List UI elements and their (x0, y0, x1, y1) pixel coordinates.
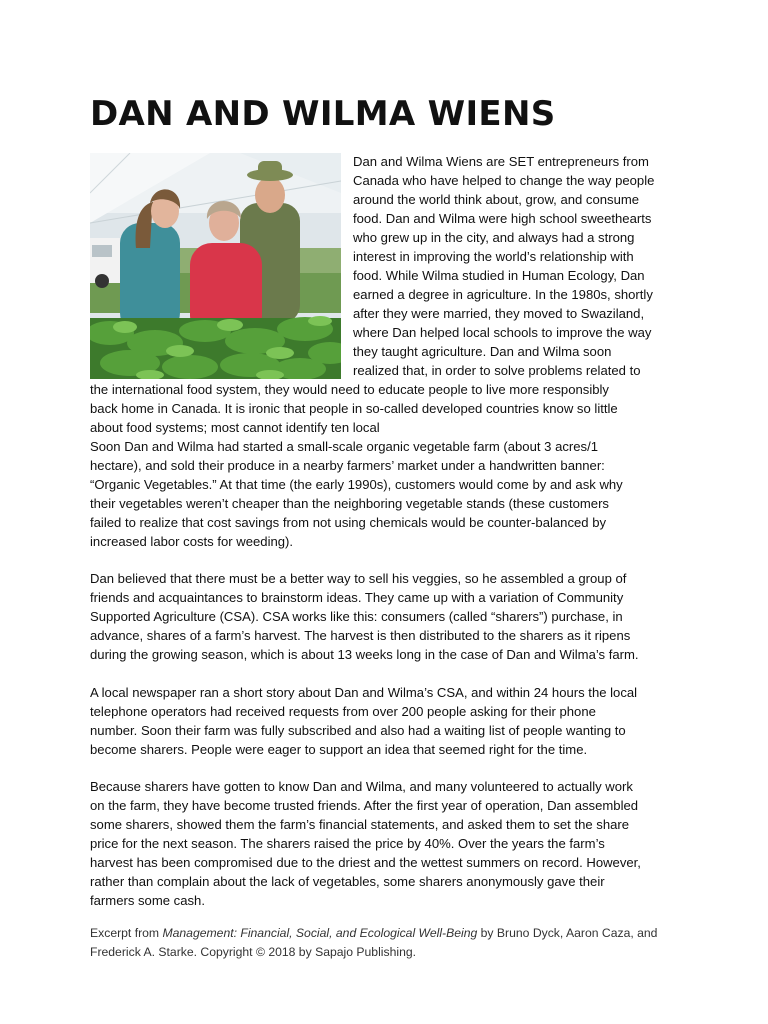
text-line: friends and acquaintances to brainstorm ideas. They came up with a variation of Community (90, 590, 624, 605)
text-line: earned a degree in agriculture. In the 1980s, shortly (353, 287, 653, 302)
caption-book-title: Management: Financial, Social, and Ecological Well-Being (162, 926, 478, 940)
caption-suffix: by Bruno Dyck, Aaron Caza, and (477, 926, 658, 940)
text-line: number. Soon their farm was fully subscribed and also had a waiting list of people wanting to (90, 723, 626, 738)
text-line: increased labor costs for weeding). (90, 534, 294, 549)
text-line: food. Dan and Wilma were high school sweethearts (353, 211, 652, 226)
caption-prefix: Excerpt from (90, 926, 163, 940)
text-line: around the world think about, grow, and consume (353, 192, 640, 207)
text-line: realized that, in order to solve problems related to (353, 363, 641, 378)
text-line: A local newspaper ran a short story about Dan and Wilma’s CSA, and within 24 hours the local (90, 685, 638, 700)
text-line: about food systems; most cannot identify ten local (90, 420, 380, 435)
source-caption (90, 924, 657, 943)
text-line: where Dan helped local schools to improve the way (353, 325, 652, 340)
text-line: Soon Dan and Wilma had started a small-scale organic vegetable farm (about 3 acres/1 (90, 439, 599, 454)
text-line: “Organic Vegetables.” At that time (the early 1990s), customers would come by and ask why (90, 477, 623, 492)
text-line: after they were married, they moved to Swaziland, (353, 306, 645, 321)
text-line: Canada who have helped to change the way people (353, 173, 655, 188)
text-line: their vegetables weren’t cheaper than the neighboring vegetable stands (these customers (90, 496, 609, 511)
text-line: become sharers. People were eager to support an idea that seemed right for the time. (90, 742, 588, 757)
page-title: DAN AND WILMA WIENS (90, 94, 556, 134)
text-line: Because sharers have gotten to know Dan and Wilma, and many volunteered to actually work (90, 779, 633, 794)
text-line: hectare), and sold their produce in a nearby farmers’ market under a handwritten banner: (90, 458, 605, 473)
text-line: interest in improving the world’s relationship with (353, 249, 634, 264)
text-line: back home in Canada. It is ironic that people in so-called developed countries know so little (90, 401, 618, 416)
text-line: rather than complain about the lack of vegetables, some sharers anonymously gave their (90, 874, 605, 889)
source-caption-line2: Frederick A. Starke. Copyright © 2018 by Sapajo Publishing. (90, 945, 417, 959)
text-line: food. While Wilma studied in Human Ecology, Dan (353, 268, 645, 283)
text-line: during the growing season, which is about 13 weeks long in the case of Dan and Wilma’s farm. (90, 647, 639, 662)
text-line: some sharers, showed them the farm’s financial statements, and asked them to set the share (90, 817, 630, 832)
farm-photo (90, 153, 341, 379)
text-line: Dan and Wilma Wiens are SET entrepreneurs from (353, 154, 649, 169)
text-line: Supported Agriculture (CSA). CSA works like this: consumers (called “sharers”) purchase, in (90, 609, 623, 624)
text-line: farmers some cash. (90, 893, 205, 908)
text-line: who grew up in the city, and always had a strong (353, 230, 635, 245)
text-line: Dan believed that there must be a better way to sell his veggies, so he assembled a group of (90, 571, 627, 586)
text-line: telephone operators had received requests from over 200 people asking for their phone (90, 704, 596, 719)
text-line: they taught agriculture. Dan and Wilma soon (353, 344, 612, 359)
text-line: advance, shares of a farm’s harvest. The harvest is then distributed to the sharers as it ripens (90, 628, 631, 643)
text-line: price for the next season. The sharers raised the price by 40%. Over the years the farm’s (90, 836, 605, 851)
text-line: the international food system, they would need to educate people to live more responsibly (90, 382, 609, 397)
text-line: failed to realize that cost savings from not using chemicals would be counter-balanced by (90, 515, 607, 530)
text-line: on the farm, they have become trusted friends. After the first year of operation, Dan assembled (90, 798, 639, 813)
text-line: harvest has been compromised due to the driest and the wettest summers on record. However, (90, 855, 641, 870)
